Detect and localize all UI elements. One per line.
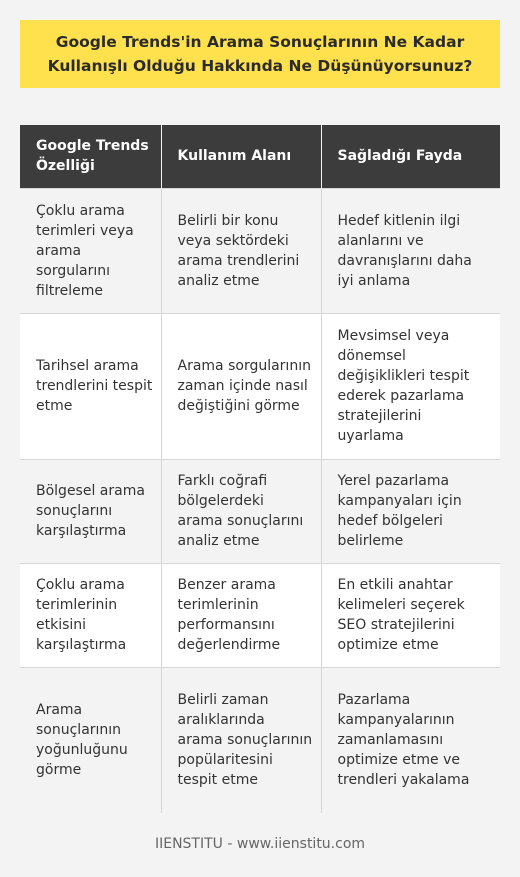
table-row bbox=[20, 667, 500, 813]
table-row bbox=[20, 188, 500, 313]
table-row bbox=[20, 313, 500, 459]
cell-feature: Çoklu arama terimlerinin etkisini karşılaştırma bbox=[20, 563, 161, 667]
table-header-row bbox=[20, 125, 500, 188]
cell-benefit: Mevsimsel veya dönemsel değişiklikleri tespit ederek pazarlama stratejilerini uyarlama bbox=[321, 313, 500, 459]
header-benefit: Sağladığı Fayda bbox=[321, 125, 500, 188]
cell-benefit: Hedef kitlenin ilgi alanlarını ve davranışlarını daha iyi anlama bbox=[321, 188, 500, 313]
table-row bbox=[20, 563, 500, 667]
features-table bbox=[20, 125, 500, 813]
header-usage: Kullanım Alanı bbox=[161, 125, 321, 188]
page-title: Google Trends'in Arama Sonuçlarının Ne Kadar Kullanışlı Olduğu Hakkında Ne Düşünüyorsunuz? bbox=[47, 33, 473, 75]
cell-benefit: Yerel pazarlama kampanyaları için hedef bölgeleri belirleme bbox=[321, 459, 500, 563]
cell-benefit: Pazarlama kampanyalarının zamanlamasını optimize etme ve trendleri yakalama bbox=[321, 667, 500, 813]
footer-credit: IIENSTITU - www.iienstitu.com bbox=[154, 836, 366, 852]
cell-usage: Arama sorgularının zaman içinde nasıl değiştiğini görme bbox=[161, 313, 321, 459]
cell-benefit: En etkili anahtar kelimeleri seçerek SEO stratejilerini optimize etme bbox=[321, 563, 500, 667]
cell-usage: Farklı coğrafi bölgelerdeki arama sonuçlarını analiz etme bbox=[161, 459, 321, 563]
cell-usage: Belirli zaman aralıklarında arama sonuçlarının popülaritesini tespit etme bbox=[161, 667, 321, 813]
cell-usage: Benzer arama terimlerinin performansını değerlendirme bbox=[161, 563, 321, 667]
cell-feature: Arama sonuçlarının yoğunluğunu görme bbox=[20, 667, 161, 813]
cell-feature: Bölgesel arama sonuçlarını karşılaştırma bbox=[20, 459, 161, 563]
cell-usage: Belirli bir konu veya sektördeki arama trendlerini analiz etme bbox=[161, 188, 321, 313]
cell-feature: Çoklu arama terimleri veya arama sorgularını filtreleme bbox=[20, 188, 161, 313]
header-feature: Google Trends Özelliği bbox=[20, 125, 161, 188]
table-row bbox=[20, 459, 500, 563]
cell-feature: Tarihsel arama trendlerini tespit etme bbox=[20, 313, 161, 459]
title-banner bbox=[20, 20, 500, 88]
